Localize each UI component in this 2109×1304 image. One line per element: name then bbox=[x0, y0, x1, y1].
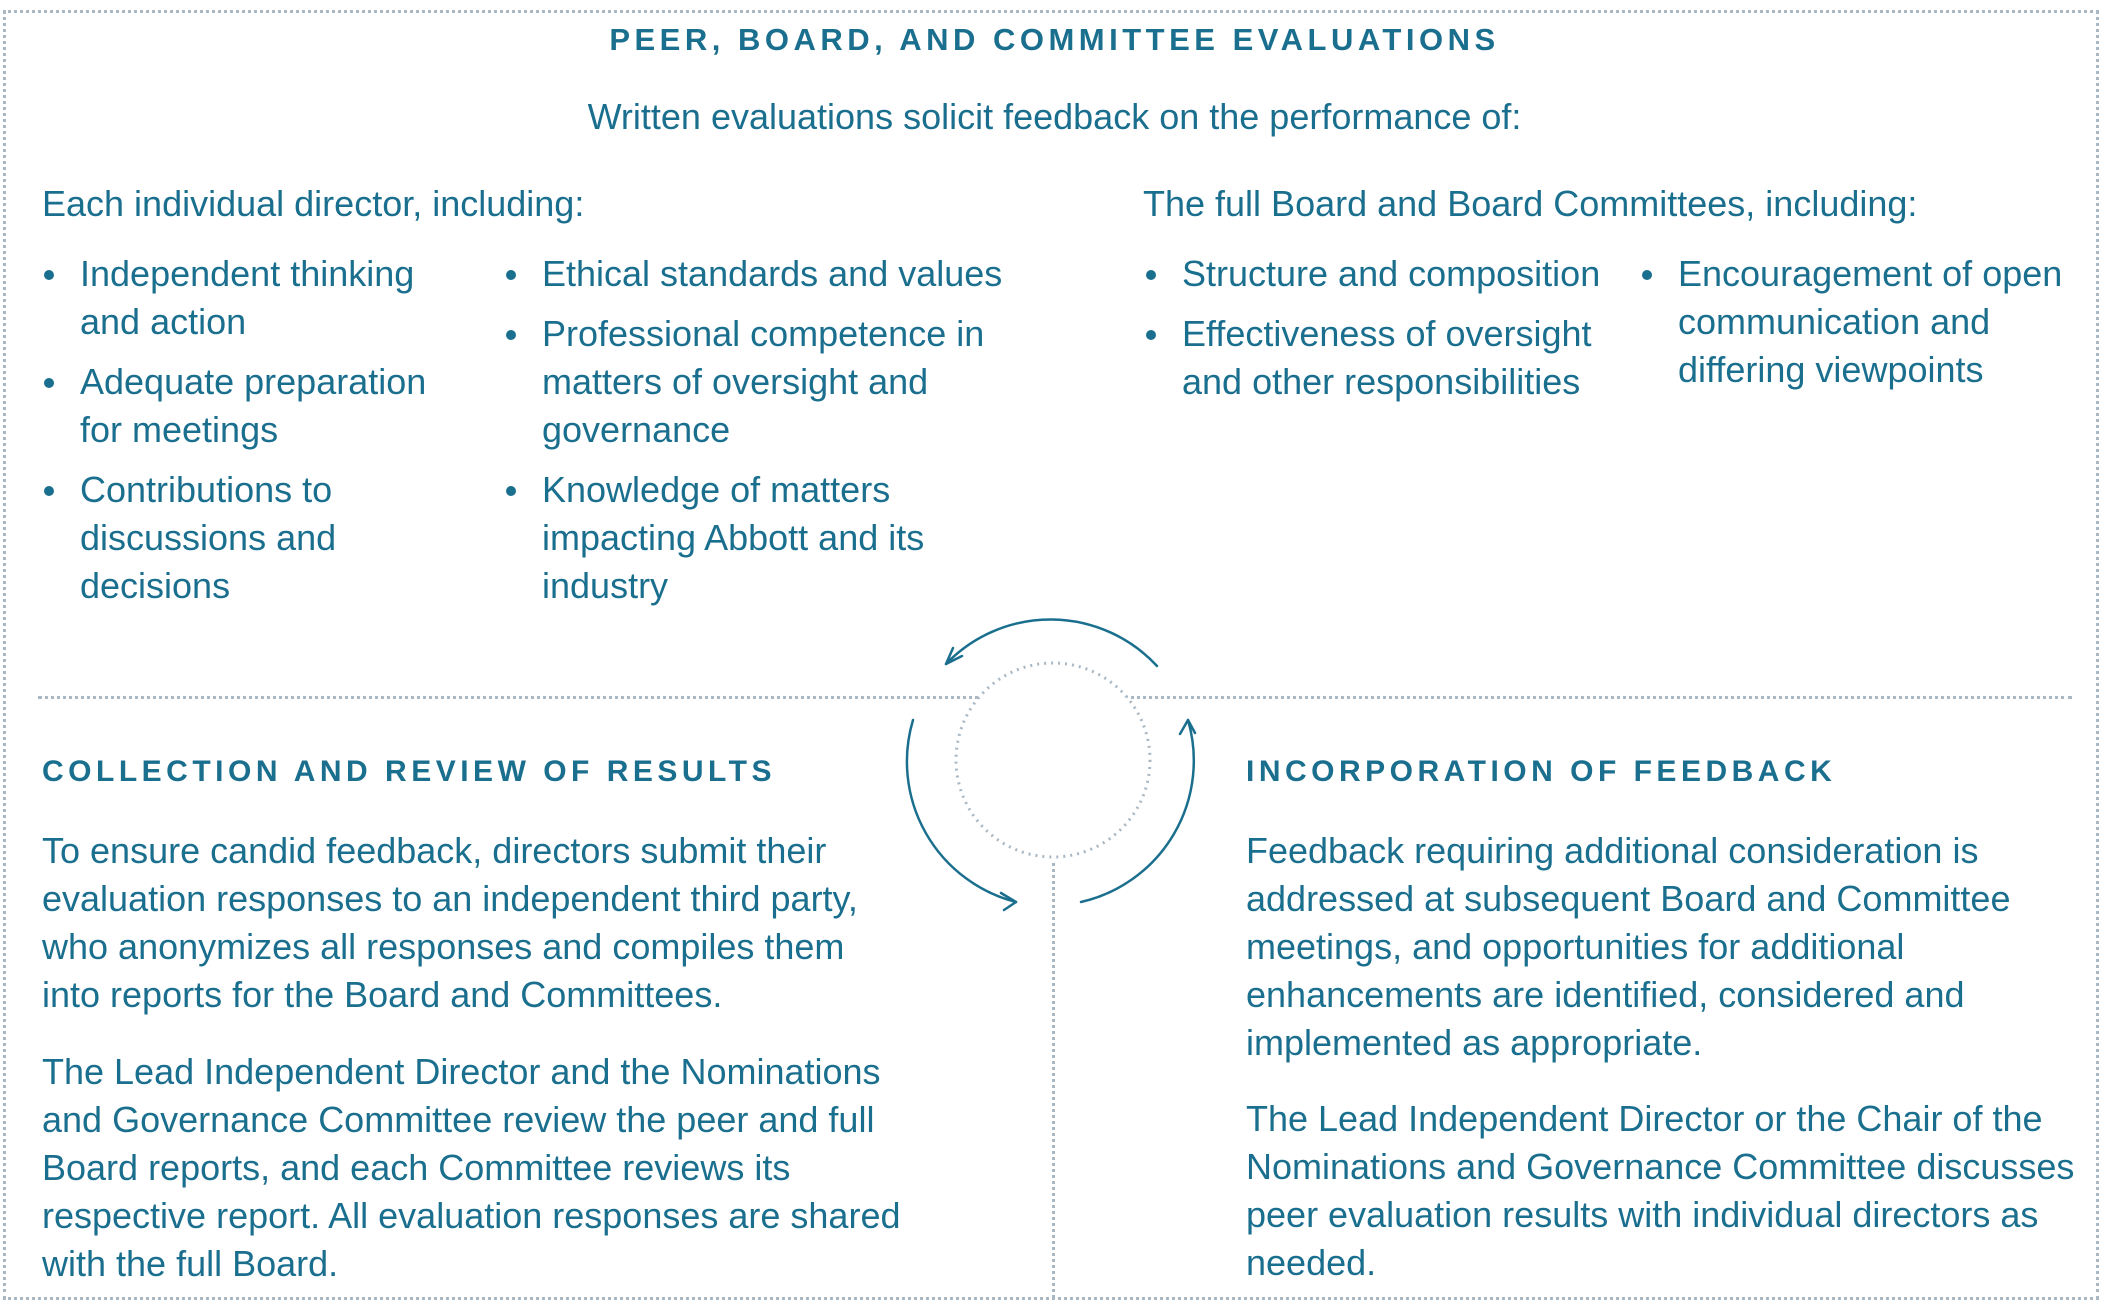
bullet-icon bbox=[506, 330, 516, 340]
bullet-icon bbox=[506, 270, 516, 280]
center-dotted-circle bbox=[956, 663, 1150, 857]
bullet-icon bbox=[44, 378, 54, 388]
right-arrowhead-icon bbox=[1180, 720, 1195, 734]
board-list-col1 bbox=[1142, 250, 1622, 418]
collection-section-title: COLLECTION AND REVIEW OF RESULTS bbox=[42, 755, 776, 788]
board-section-title: The full Board and Board Committees, including: bbox=[1143, 183, 1918, 224]
incorporation-section-title: INCORPORATION OF FEEDBACK bbox=[1246, 755, 1837, 788]
individual-section-title: Each individual director, including: bbox=[42, 183, 585, 224]
bullet-icon bbox=[44, 270, 54, 280]
bullet-icon bbox=[44, 486, 54, 496]
page-subtitle: Written evaluations solicit feedback on the performance of: bbox=[587, 96, 1522, 137]
top-arc-arrow bbox=[946, 619, 1157, 666]
incorporation-paragraph-1: Feedback requiring additional consideration is addressed at subsequent Board and Committee meetings, and opportunities for additional enhancements are identified, considered and implemented as appropriate. bbox=[1246, 830, 2011, 1063]
list-item: Independent thinking and action bbox=[40, 250, 460, 346]
list-item: Contributions to discussions and decisions bbox=[40, 466, 460, 610]
list-item: Knowledge of matters impacting Abbott and its industry bbox=[502, 466, 1022, 610]
collection-paragraph-1: To ensure candid feedback, directors submit their evaluation responses to an independent third party, who anonymizes all responses and compiles them into reports for the Board and Committees. bbox=[42, 830, 858, 1015]
bullet-icon bbox=[1642, 270, 1652, 280]
list-item: Structure and composition bbox=[1142, 250, 1622, 298]
page-title: PEER, BOARD, AND COMMITTEE EVALUATIONS bbox=[609, 22, 1500, 57]
list-item: Professional competence in matters of oversight and governance bbox=[502, 310, 1022, 454]
incorporation-paragraph-2: The Lead Independent Director or the Chair of the Nominations and Governance Committee discusses peer evaluation results with individual directors as needed. bbox=[1246, 1098, 2075, 1283]
list-item: Adequate preparation for meetings bbox=[40, 358, 460, 454]
left-arrowhead-icon bbox=[1001, 893, 1016, 910]
bullet-icon bbox=[1146, 330, 1156, 340]
list-item: Encouragement of open communication and differing viewpoints bbox=[1638, 250, 2078, 394]
collection-paragraph-2: The Lead Independent Director and the Nominations and Governance Committee review the peer and full Board reports, and each Committee reviews its respective report. All evaluation responses are shared with the full Board. bbox=[42, 1051, 901, 1284]
cycle-arrows-graphic bbox=[870, 600, 1240, 930]
individual-list-col2 bbox=[502, 250, 1022, 622]
list-item: Ethical standards and values bbox=[502, 250, 1022, 298]
list-item: Effectiveness of oversight and other responsibilities bbox=[1142, 310, 1622, 406]
bullet-icon bbox=[1146, 270, 1156, 280]
board-list-col2 bbox=[1638, 250, 2078, 406]
bullet-icon bbox=[506, 486, 516, 496]
individual-list-col1 bbox=[40, 250, 460, 622]
